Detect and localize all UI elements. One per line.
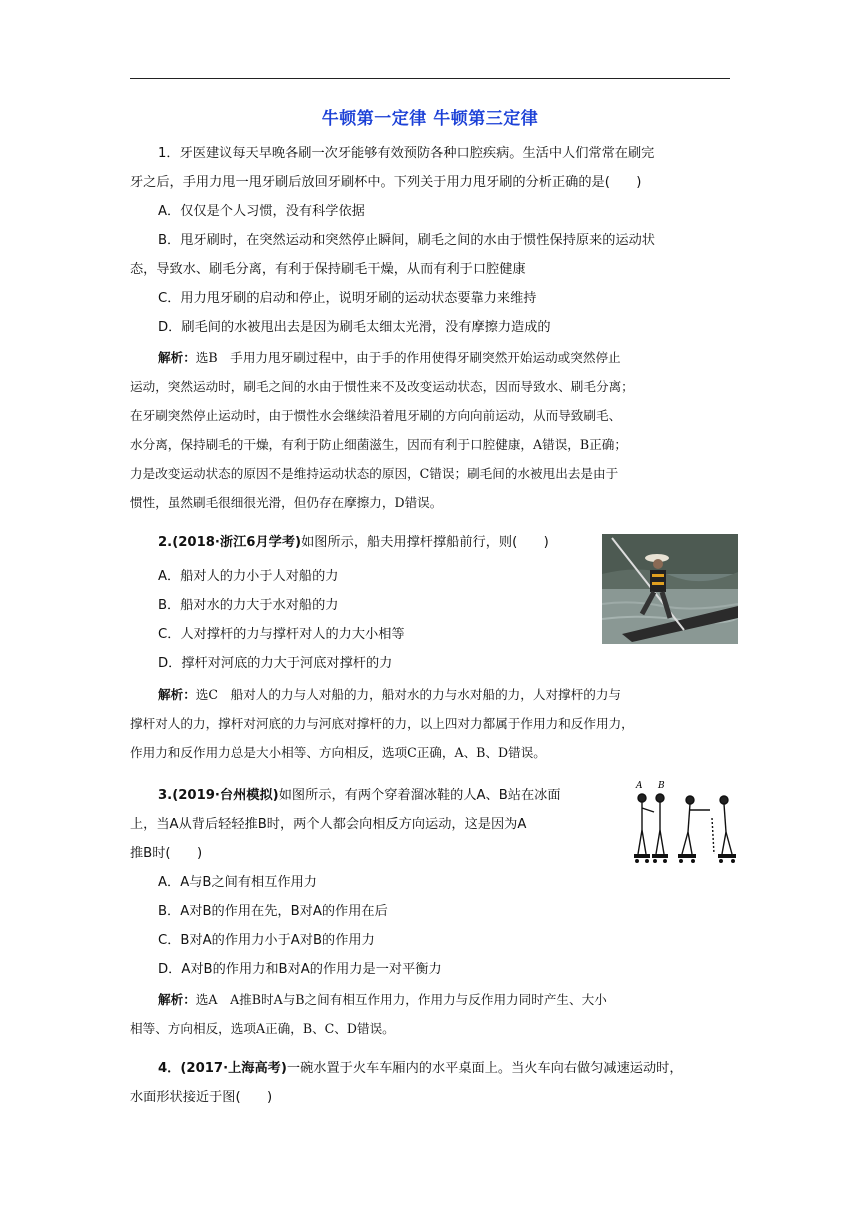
q3-stem-line2: 上，当A从背后轻轻推B时，两个人都会向相反方向运动，这是因为A bbox=[130, 817, 527, 832]
q1-solution-line4: 水分离，保持刷毛的干燥，有利于防止细菌滋生，因而有利于口腔健康，A错误，B正确； bbox=[130, 437, 627, 452]
q3-source: (2019·台州模拟) bbox=[172, 788, 279, 803]
q2-solution-line2: 撑杆对人的力，撑杆对河底的力与河底对撑杆的力，以上四对力都属于作用力和反作用力， bbox=[130, 716, 634, 731]
q3-option-c: C．B对A的作用力小于A对B的作用力 bbox=[158, 933, 375, 948]
q4-stem-line2: 水面形状接近于图( ) bbox=[130, 1090, 273, 1105]
figure-label-a: A bbox=[636, 781, 643, 791]
q3-stem-line3: 推B时( ) bbox=[130, 846, 203, 861]
q1-solution-line1 bbox=[130, 348, 758, 368]
q3-option-b: B．A对B的作用在先，B对A的作用在后 bbox=[158, 904, 388, 919]
q1-option-d: D．刷毛间的水被甩出去是因为刷毛太细太光滑，没有摩擦力造成的 bbox=[158, 320, 551, 335]
q3-number: 3. bbox=[158, 788, 173, 803]
header-rule bbox=[130, 78, 730, 79]
q4-source: (2017·上海高考) bbox=[180, 1061, 287, 1076]
q1-solution-line6: 惯性，虽然刷毛很细很光滑，但仍存在摩擦力，D错误。 bbox=[130, 495, 443, 510]
figure-label-b: B bbox=[658, 781, 665, 791]
q4-number: 4． bbox=[158, 1061, 181, 1076]
q2-solution-text: 选C 船对人的力与人对船的力，船对水的力与水对船的力，人对撑杆的力与 bbox=[195, 687, 622, 702]
q3-solution-line2: 相等、方向相反，选项A正确，B、C、D错误。 bbox=[130, 1021, 395, 1036]
q1-solution-line5: 力是改变运动状态的原因不是维持运动状态的原因，C错误；刷毛间的水被甩出去是由于 bbox=[130, 466, 619, 481]
q2-solution-line1 bbox=[130, 685, 758, 705]
q1-stem-line1: 1．牙医建议每天早晚各刷一次牙能够有效预防各种口腔疾病。生活中人们常常在刷完 bbox=[158, 146, 655, 161]
q2-solution-line3: 作用力和反作用力总是大小相等、方向相反，选项C正确，A、B、D错误。 bbox=[130, 745, 546, 760]
q1-solution-line2: 运动，突然运动时，刷毛之间的水由于惯性来不及改变运动状态，因而导致水、刷毛分离； bbox=[130, 379, 634, 394]
q1-solution-text: 选B 手用力甩牙刷过程中，由于手的作用使得牙刷突然开始运动或突然停止 bbox=[195, 350, 621, 365]
q3-option-d: D．A对B的作用力和B对A的作用力是一对平衡力 bbox=[158, 962, 442, 977]
q1-option-a: A．仅仅是个人习惯，没有科学依据 bbox=[158, 204, 365, 219]
q3-stem-text: 如图所示，有两个穿着溜冰鞋的人A、B站在冰面 bbox=[278, 788, 561, 803]
page-title: 牛顿第一定律 牛顿第三定律 bbox=[321, 109, 539, 129]
q1-solution-line3: 在牙刷突然停止运动时，由于惯性水会继续沿着甩牙刷的方向向前运动，从而导致刷毛、 bbox=[130, 408, 622, 423]
q3-stem-line1 bbox=[130, 786, 618, 806]
q1-option-b-line2: 态，导致水、刷毛分离，有利于保持刷毛干燥，从而有利于口腔健康 bbox=[130, 262, 526, 277]
q2-option-d: D．撑杆对河底的力大于河底对撑杆的力 bbox=[158, 656, 393, 671]
q3-solution-text: 选A A推B时A与B之间有相互作用力，作用力与反作用力同时产生、大小 bbox=[195, 992, 607, 1007]
q1-stem-line2: 牙之后，手用力甩一甩牙刷后放回牙刷杯中。下列关于用力甩牙刷的分析正确的是( ) bbox=[130, 175, 642, 190]
boatman-photo bbox=[602, 534, 738, 644]
q2-stem bbox=[130, 533, 618, 553]
skaters-figure bbox=[632, 778, 742, 868]
q2-option-a: A．船对人的力小于人对船的力 bbox=[158, 569, 339, 584]
q2-number: 2. bbox=[158, 535, 173, 550]
q1-option-b-line1: B．甩牙刷时，在突然运动和突然停止瞬间，刷毛之间的水由于惯性保持原来的运动状 bbox=[158, 233, 655, 248]
q2-stem-text: 如图所示，船夫用撑杆撑船前行，则( ) bbox=[301, 535, 549, 550]
q3-option-a: A．A与B之间有相互作用力 bbox=[158, 875, 317, 890]
solution-label: 解析： bbox=[158, 687, 196, 702]
solution-label: 解析： bbox=[158, 992, 196, 1007]
q1-option-c: C．用力甩牙刷的启动和停止，说明牙刷的运动状态要靠力来维持 bbox=[158, 291, 537, 306]
q2-source: (2018·浙江6月学考) bbox=[172, 535, 302, 550]
q2-option-c: C．人对撑杆的力与撑杆对人的力大小相等 bbox=[158, 627, 405, 642]
solution-label: 解析： bbox=[158, 350, 196, 365]
q4-stem-text: 一碗水置于火车车厢内的水平桌面上。当火车向右做匀减速运动时， bbox=[286, 1061, 683, 1076]
q3-solution-line1 bbox=[130, 990, 758, 1010]
q2-option-b: B．船对水的力大于水对船的力 bbox=[158, 598, 339, 613]
q4-stem-line1 bbox=[130, 1059, 758, 1079]
